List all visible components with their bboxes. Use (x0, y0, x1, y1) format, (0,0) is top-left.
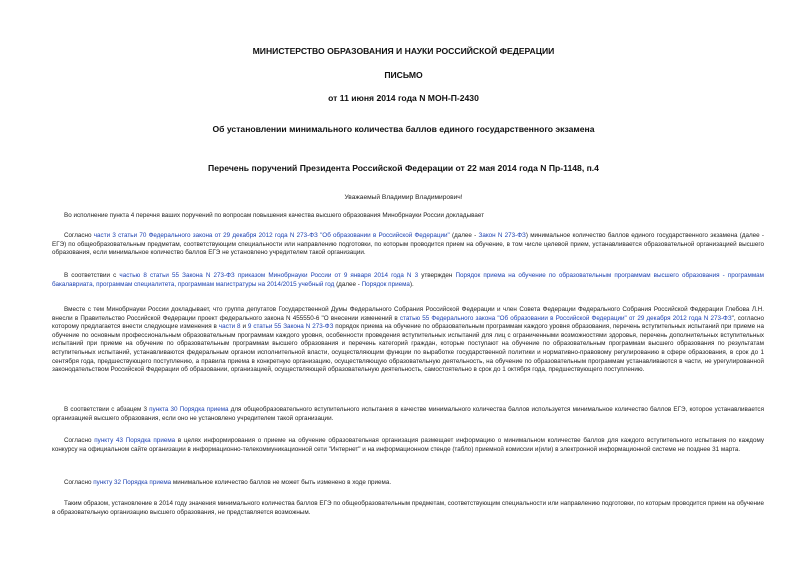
ministry-title: МИНИСТЕРСТВО ОБРАЗОВАНИЯ И НАУКИ РОССИЙСКОЙ ФЕДЕРАЦИИ (252, 46, 555, 56)
paragraph-5 (52, 406, 764, 423)
link-order-minobrnauki-3[interactable]: приказом Минобрнауки России от 9 января 2014 года N 3 (237, 272, 419, 279)
p5-text-1: В соответствии с абзацем 3 (64, 406, 150, 413)
p3-text-5: ). (409, 280, 414, 288)
p2-text-1: Согласно (64, 232, 94, 239)
p4-text-1: Вместе с тем Минобрнауки России докладывает, что группа депутатов Государственной Думы Федерального Собрания Российской Федерации и член Совета Федерации Федерального Собрания Российской Федерации Глебова Л.Н. внесли в Правительство Российской Федерации проект федерального закона N 455550-6 "О внесении изменений в (52, 306, 764, 322)
document-subject: Об установлении минимального количества баллов единого государственного экзамена (212, 124, 595, 134)
link-article-55-federal-law[interactable]: статью 55 Федерального закона "Об образовании в Российской Федерации" от 29 декабря 2012 года N 273-ФЗ (399, 314, 732, 322)
link-point-30-admission[interactable]: пункта 30 Порядка приема (149, 406, 229, 413)
p6-text-2: в целях информирования о приеме на обучение образовательная организация размещает информацию о минимальном количестве баллов для каждого вступительного испытания по каждому конкурсу на официальном сайте организации в информационно-телекоммуникационной сети "Интернет" и на информационном стенде (табло) приемной комиссии и(или) в электронной информационной системе не позднее 31 марта. (52, 437, 765, 453)
p4-text-2: ", согласно которому предлагается внести следующие изменения в (52, 314, 764, 331)
document-reference: Перечень поручений Президента Российской Федерации от 22 мая 2014 года N Пр-1148, п.4 (208, 163, 599, 173)
paragraph-1: Во исполнение пункта 4 перечня ваших поручений по вопросам повышения качества высшего образования Минобрнауки России докладывает (64, 212, 485, 219)
link-article-55-part-8[interactable]: частью 8 статьи 55 Закона N 273-ФЗ (119, 272, 235, 279)
p2-text-3: ) минимальное количество баллов единого государственного экзамена (далее - ЕГЭ) по общеобразовательным предметам, соответствующим специальности или направлению подготовки, по которым проводится прием на обучение, в том числе целевой прием, устанавливается образовательной организацией высшего образования, если минимальное количество баллов ЕГЭ не установлено учредителем такой организации. (52, 232, 765, 257)
link-law-273[interactable]: Закон N 273-ФЗ (478, 232, 526, 239)
salutation: Уважаемый Владимир Владимирович! (344, 194, 463, 201)
p7-text-1: Согласно (64, 479, 94, 486)
link-part-8[interactable]: части 8 (218, 323, 241, 331)
link-point-32-admission[interactable]: пункту 32 Порядка приема (93, 479, 172, 486)
document-type: ПИСЬМО (384, 70, 423, 80)
p7-text-2: минимальное количество баллов не может быть изменено в ходе приема. (171, 479, 392, 486)
p6-text-1: Согласно (64, 437, 95, 444)
link-part-9-article-55[interactable]: 9 статьи 55 Закона N 273-ФЗ (247, 323, 334, 331)
document-date-number: от 11 июня 2014 года N МОН-П-2430 (328, 93, 479, 103)
p5-text-2: для общеобразовательного вступительного испытания в качестве минимального количества баллов используется минимальное количество баллов ЕГЭ, которое устанавливается организацией высшего образования, если оно не установлено учредителем такой организации. (52, 406, 764, 422)
p2-text-2: (далее - (449, 232, 479, 239)
link-article-70-law-273[interactable]: части 3 статьи 70 Федерального закона от 29 декабря 2012 года N 273-ФЗ "Об образовании в Российской Федерации" (93, 232, 450, 239)
p3-text-1: В соответствии с (64, 272, 120, 279)
paragraph-3 (52, 272, 764, 289)
paragraph-4 (52, 306, 764, 375)
paragraph-2 (52, 232, 764, 258)
p3-text-4: (далее - (334, 280, 362, 288)
link-point-43-admission[interactable]: пункту 43 Порядка приема (94, 437, 176, 444)
paragraph-7 (52, 479, 764, 488)
p4-text-3: и (240, 323, 248, 331)
paragraph-8: Таким образом, установление в 2014 году значения минимального количества баллов ЕГЭ по общеобразовательным предметам, соответствующим специальности или направлению подготовки, по которым проводится прием на обучение в образовательную организацию высшего образования, не представляется возможным. (52, 500, 764, 516)
paragraph-6 (52, 437, 764, 454)
link-admission-procedure-short[interactable]: Порядок приема (361, 280, 410, 288)
p4-text-4: порядок приема на обучение по образовательным программам каждого уровня образования, перечень вступительных испытаний при приеме на обучение по основным профессиональным образовательным программам каждого уровня, особенности проведения вступительных испытаний для лиц с ограниченными возможностями здоровья, перечень дополнительных вступительных испытаний при приеме на обучение по образовательным программам высшего образования и перечень категорий граждан, которые поступают на обучение по образовательным программам высшего образования по результатам вступительных испытаний, устанавливаются федеральным органом исполнительной власти, осуществляющим функции по выработке государственной политики и нормативно-правовому регулированию в сфере образования, в срок до 1 сентября года, предшествующего поступлению, а правила приема в конкретную организацию, осуществляющую образовательную деятельность, на обучение по образовательным программам устанавливаются в части, не урегулированной законодательством Российской Федерации об образовании, организацией, осуществляющей образовательную деятельность, самостоятельно в срок до 1 октября года, предшествующего поступлению. (52, 323, 764, 374)
link-admission-procedure[interactable]: Порядок приема на обучение по образовательным программам высшего образования - программам бакалавриата, программам специалитета, программам магистратуры на 2014/2015 учебный год (52, 272, 765, 288)
p3-text-3: утвержден (418, 272, 456, 279)
